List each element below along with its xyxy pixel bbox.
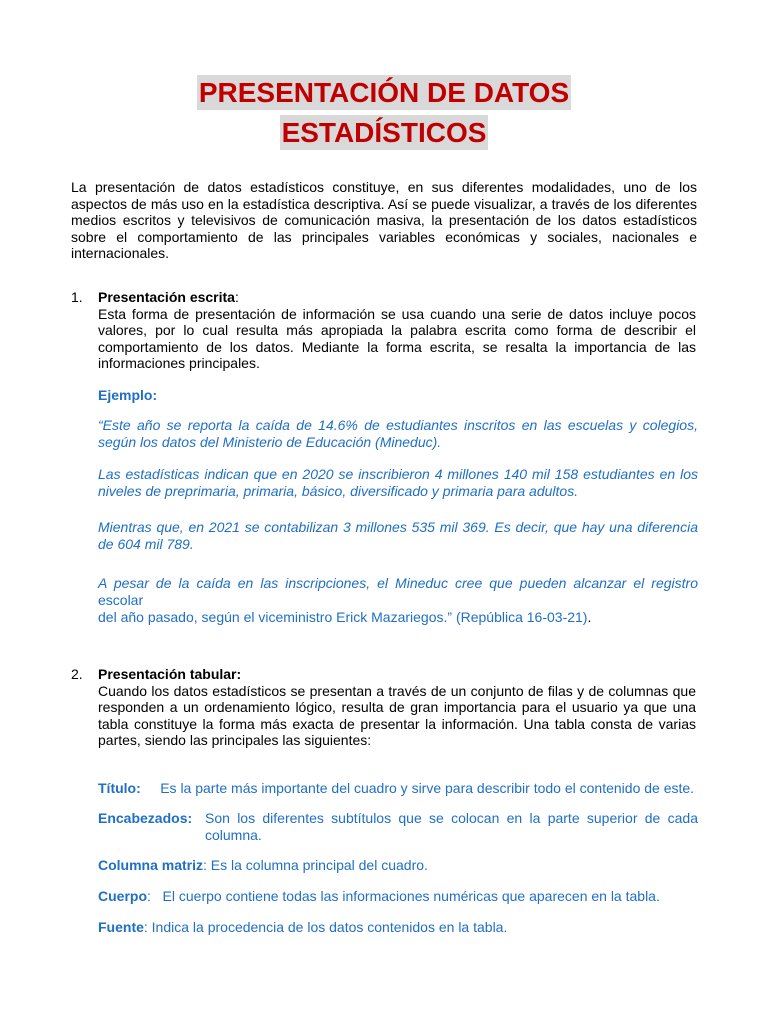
table-part-term: Fuente <box>98 919 144 935</box>
section-1 <box>98 289 696 372</box>
intro-paragraph: La presentación de datos estadísticos constituye, en sus diferentes modalidades, uno de los aspectos de más uso en la estadística descriptiva. Así se puede visualizar, a través de los diferentes medios escritos y televisivos de comunicación masiva, la presentación de los datos estadísticos sobre el comportamiento de las principales variables económicas y sociales, nacionales e internacionales. <box>71 179 697 261</box>
example-paragraph-1: “Este año se reporta la caída de 14.6% de estudiantes inscritos en las escuelas y colegios, según los datos del Ministerio de Educación (Mineduc). <box>98 417 698 450</box>
section-2 <box>98 666 696 749</box>
table-part-text: : Indica la procedencia de los datos contenidos en la tabla. <box>143 919 508 935</box>
table-part-term: Cuerpo <box>98 888 147 904</box>
table-part-titulo <box>98 780 698 797</box>
section-1-heading-suffix: : <box>234 289 239 305</box>
example-4-part-a: A pesar de la caída en las inscripciones, el Mineduc cree que pueden alcanzar el registro <box>98 575 698 591</box>
table-part-text: Son los diferentes subtítulos que se colocan en la parte superior de cada columna. <box>205 810 698 843</box>
example-4-citation: (República 16-03-21) <box>455 609 588 625</box>
document-title <box>0 75 768 155</box>
example-4-end: . <box>587 609 592 625</box>
title-line-2: ESTADÍSTICOS <box>281 117 487 148</box>
example-paragraph-3: Mientras que, en 2021 se contabilizan 3 millones 535 mil 369. Es decir, que hay una diferencia de 604 mil 789. <box>98 519 698 552</box>
example-4-part-c: del año pasado, según el viceministro Erick Mazariegos.” <box>98 609 453 625</box>
example-paragraph-2: Las estadísticas indican que en 2020 se inscribieron 4 millones 140 mil 158 estudiantes en los niveles de preprimaria, primaria, básico, diversificado y primaria para adultos. <box>98 466 698 499</box>
table-part-term: Encabezados: <box>98 810 193 826</box>
table-part-text: : Es la columna principal del cuadro. <box>203 857 428 873</box>
table-part-term: Título: <box>98 780 141 796</box>
table-part-fuente <box>98 919 698 936</box>
table-part-text: Es la parte más importante del cuadro y sirve para describir todo el contenido de este. <box>160 780 695 796</box>
section-1-heading: Presentación escrita <box>98 289 235 305</box>
title-line-1: PRESENTACIÓN DE DATOS <box>198 77 570 108</box>
table-part-columna-matriz <box>98 857 698 874</box>
section-2-body: Cuando los datos estadísticos se presentan a través de un conjunto de filas y de columnas que responden a un ordenamiento lógico, resulta de gran importancia para el usuario ya que una tabla constituye la forma más exacta de presentar la información. Una tabla consta de varias partes, siendo las principales las siguientes: <box>98 682 696 748</box>
table-part-term: Columna matriz <box>98 857 204 873</box>
section-1-body: Esta forma de presentación de información se usa cuando una serie de datos incluye pocos valores, por lo cual resulta más apropiada la palabra escrita como forma de describir el comportamiento de los datos. Mediante la forma escrita, se resalta la importancia de las informaciones principales. <box>98 305 696 371</box>
section-2-number: 2. <box>71 666 83 682</box>
table-part-cuerpo <box>98 888 698 905</box>
table-part-encabezados <box>98 810 698 844</box>
section-1-number: 1. <box>71 289 83 305</box>
table-part-text: : El cuerpo contiene todas las informaciones numéricas que aparecen en la tabla. <box>147 888 660 904</box>
example-4-part-b: escolar <box>98 592 144 608</box>
example-paragraph-4 <box>98 575 698 626</box>
example-label: Ejemplo: <box>98 387 158 403</box>
section-2-heading: Presentación tabular: <box>98 666 242 682</box>
